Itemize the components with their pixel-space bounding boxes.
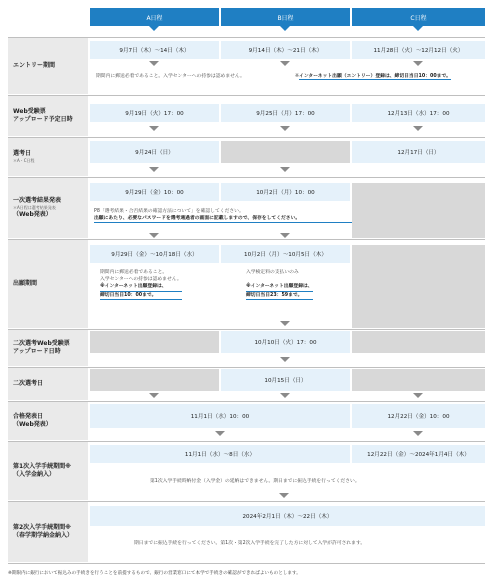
row-label: 一次選考結果発表 ＊A日程は選考結果発表 （Web発表） bbox=[8, 178, 88, 238]
down-arrow-icon bbox=[280, 393, 290, 398]
upload2-c-empty bbox=[352, 331, 485, 353]
proc2-all: 2024年2月1日（木）〜22日（木） bbox=[90, 506, 485, 526]
down-arrow-icon bbox=[280, 126, 290, 131]
pass-c: 12月22日（金）10：00 bbox=[352, 404, 485, 428]
down-arrow-icon bbox=[215, 431, 225, 436]
row-label: 第2次入学手続期間※ （春学期学納金納入） bbox=[8, 502, 88, 562]
upload1-b: 9月25日（月）17：00 bbox=[221, 104, 350, 122]
result1-a: 9月29日（金）10：00 bbox=[90, 183, 219, 201]
down-arrow-icon bbox=[413, 431, 423, 436]
row-label: 二次選考Web受験票 アップロード日時 bbox=[8, 330, 88, 366]
apply-a: 9月29日（金）〜10月18日（水） bbox=[90, 245, 219, 263]
upload1-a: 9月19日（火）17：00 bbox=[90, 104, 219, 122]
down-arrow-icon bbox=[280, 233, 290, 238]
down-arrow-icon bbox=[149, 126, 159, 131]
down-arrow-icon bbox=[149, 61, 159, 66]
header-b: B日程 bbox=[221, 8, 350, 26]
apply-b-note: 入学検定料の支払いのみ ※インターネット出願登録は、 締切日当日23：59まで。 bbox=[246, 269, 313, 300]
down-arrow-icon bbox=[280, 321, 290, 326]
down-arrow-icon bbox=[413, 393, 423, 398]
entry-a: 9月7日（木）〜14日（木） bbox=[90, 41, 219, 59]
header-a-arrow-icon bbox=[149, 26, 159, 31]
apply-a-note: 期間内に郵送必着であること。 入学センターへの持参は認めません。 ※インターネット出願登録は、 締切日当日10：00まで。 bbox=[100, 269, 182, 300]
apply-c-empty bbox=[352, 245, 485, 328]
down-arrow-icon bbox=[280, 357, 290, 362]
down-arrow-icon bbox=[280, 167, 290, 172]
entry-b: 9月14日（木）〜21日（木） bbox=[221, 41, 350, 59]
proc1-note: 第1次入学手続時納付金（入学金）の延納はできません。期日までに振込手続を行ってください。 bbox=[150, 479, 360, 484]
header-c: C日程 bbox=[352, 8, 485, 26]
entry-c: 11月28日（火）〜12月12日（火） bbox=[352, 41, 485, 59]
row-label: 第1次入学手続期間※ （入学金納入） bbox=[8, 442, 88, 500]
row-divider bbox=[8, 563, 485, 564]
apply-b: 10月2日（月）〜10月5日（木） bbox=[221, 245, 350, 263]
exam2-b: 10月15日（日） bbox=[221, 369, 350, 391]
exam2-c-empty bbox=[352, 369, 485, 391]
upload2-b: 10月10日（火）17：00 bbox=[221, 331, 350, 353]
header-b-arrow-icon bbox=[280, 26, 290, 31]
down-arrow-icon bbox=[413, 126, 423, 131]
row-label: 選考日 ＊A・C日程 bbox=[8, 138, 88, 176]
result1-c-empty bbox=[352, 183, 485, 238]
header-c-arrow-icon bbox=[413, 26, 423, 31]
down-arrow-icon bbox=[279, 493, 289, 498]
row-label: 二次選考日 bbox=[8, 368, 88, 400]
upload1-c: 12月13日（水）17：00 bbox=[352, 104, 485, 122]
row-label: エントリー期間 bbox=[8, 38, 88, 94]
footnote: ※期限内に銀行において振込みの手続きを行うことを前提するもので、銀行の営業窓口にて本学で手続きの確認ができればよいものとします。 bbox=[8, 571, 301, 576]
row-label: Web受験票 アップロード予定日時 bbox=[8, 96, 88, 136]
proc2-note: 期日までに振込手続を行ってください。第1次・第2次入学手続を完了した方に対して入学が許可されます。 bbox=[134, 541, 366, 546]
entry-note-ab: 期間内に郵送必着であること。入学センターへの持参は認めません。 bbox=[96, 74, 245, 79]
exam1-b-empty bbox=[221, 141, 350, 163]
down-arrow-icon bbox=[149, 167, 159, 172]
down-arrow-icon bbox=[280, 61, 290, 66]
result1-note: P8「選考結果・合否結果の確認方法について」を確認してください。 出願にあたり、必要なパスワードを選考通過者の画面に記載しますので、保存をしてください。 bbox=[94, 208, 352, 223]
down-arrow-icon bbox=[149, 233, 159, 238]
down-arrow-icon bbox=[413, 61, 423, 66]
exam1-a: 9月24日（日） bbox=[90, 141, 219, 163]
down-arrow-icon bbox=[149, 393, 159, 398]
entry-note-c: ※インターネット出願（エントリー）登録は、締切日当日10：00まで。 bbox=[295, 74, 451, 79]
row-label: 出願期間 bbox=[8, 240, 88, 328]
exam2-a-empty bbox=[90, 369, 219, 391]
proc1-c: 12月22日（金）〜2024年1月4日（木） bbox=[352, 445, 485, 463]
proc1-ab: 11月1日（水）〜8日（水） bbox=[90, 445, 350, 463]
header-a: A日程 bbox=[90, 8, 219, 26]
exam1-c: 12月17日（日） bbox=[352, 141, 485, 163]
pass-ab: 11月1日（水）10：00 bbox=[90, 404, 350, 428]
result1-b: 10月2日（月）10：00 bbox=[221, 183, 350, 201]
row-label: 合格発表日 （Web発表） bbox=[8, 402, 88, 440]
upload2-a-empty bbox=[90, 331, 219, 353]
